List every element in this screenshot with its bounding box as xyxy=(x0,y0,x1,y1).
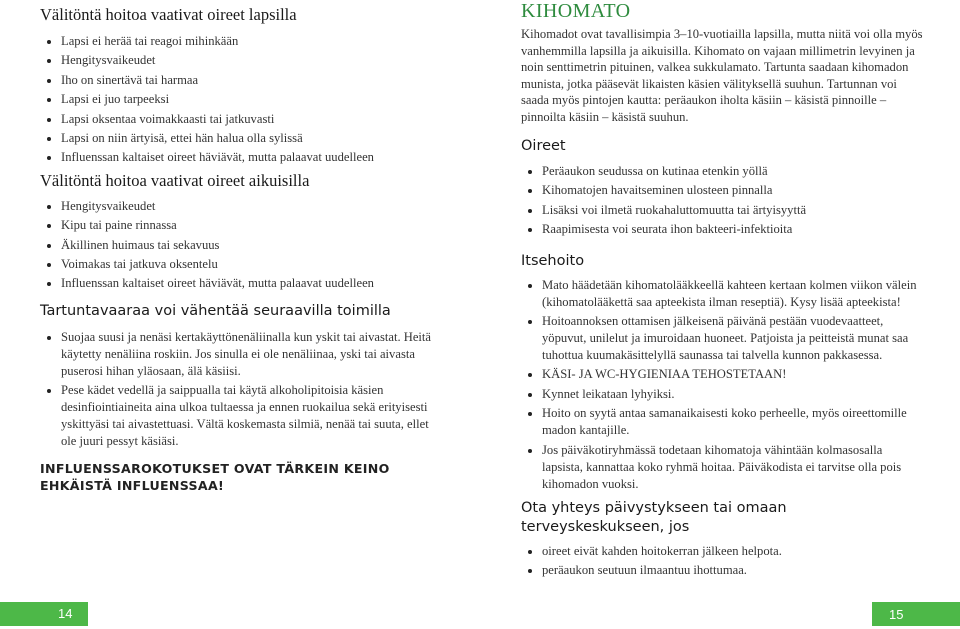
vaccination-notice: INFLUENSSAROKOTUKSET OVAT TÄRKEIN KEINO EHKÄISTÄ INFLUENSSAA! xyxy=(40,461,390,494)
contact-list xyxy=(521,542,926,581)
list-item: Jos päiväkotiryhmässä todetaan kihomatoja vähintään kolmasosalla lapsista, kannattaa koko ryhmä hoitaa. Päiväkodista ei tarvitse olla pois kihomadon vuoksi. xyxy=(521,442,926,493)
self-care-list xyxy=(521,277,926,493)
list-item: Kihomatojen havaitseminen ulosteen pinnalla xyxy=(521,181,926,200)
list-item: Lisäksi voi ilmetä ruokahaluttomuutta tai ärtyisyyttä xyxy=(521,201,926,220)
heading-children-symptoms: Välitöntä hoitoa vaativat oireet lapsilla xyxy=(40,5,297,24)
heading-prevention: Tartuntavaaraa voi vähentää seuraavilla toimilla xyxy=(40,302,391,319)
list-item: Hengitysvaikeudet xyxy=(40,51,444,70)
list-item: Lapsi on niin ärtyisä, ettei hän halua olla sylissä xyxy=(40,129,444,148)
symptoms-list xyxy=(521,162,926,240)
list-item: Mato häädetään kihomatolääkkeellä kahteen kertaan kolmen viikon välein (kihomatolääkettä saa apteekista ilman reseptiä). Kysy lisää apteekista! xyxy=(521,277,926,311)
list-item: Influenssan kaltaiset oireet häviävät, mutta palaavat uudelleen xyxy=(40,274,444,293)
list-item: Lapsi ei juo tarpeeksi xyxy=(40,90,444,109)
heading-self-care: Itsehoito xyxy=(521,252,585,269)
list-item: Peräaukon seudussa on kutinaa etenkin yöllä xyxy=(521,162,926,181)
list-item: Suojaa suusi ja nenäsi kertakäyttönenäliinalla kun yskit tai aivastat. Heitä käytetty nenäliina roskiin. Jos sinulla ei ole nenäliinaa, yski tai aivasta puserosi hihan yläosaan, älä käsiisi. xyxy=(40,329,444,380)
prevention-list xyxy=(40,329,444,450)
left-column xyxy=(40,0,444,494)
heading-contact: Ota yhteys päivystykseen tai omaan terveyskeskukseen, jos xyxy=(521,499,787,535)
list-item: Influenssan kaltaiset oireet häviävät, mutta palaavat uudelleen xyxy=(40,148,444,167)
list-item: Hoitoannoksen ottamisen jälkeisenä päivänä pestään vuodevaatteet, yöpuvut, unilelut ja imuroidaan huoneet. Patjoista ja peitteistä munat saa tuhottua kuumakäsittelyllä saunassa tai talvella kunnon pakkasessa. xyxy=(521,313,926,364)
right-column xyxy=(521,0,926,580)
list-item: KÄSI- JA WC-HYGIENIAA TEHOSTETAAN! xyxy=(521,366,926,383)
list-item: Hengitysvaikeudet xyxy=(40,197,444,216)
page-title: KIHOMATO xyxy=(521,0,631,22)
list-item: Äkillinen huimaus tai sekavuus xyxy=(40,236,444,255)
heading-symptoms: Oireet xyxy=(521,138,566,154)
footer-bar-left xyxy=(0,602,88,626)
list-item: Kynnet leikataan lyhyiksi. xyxy=(521,386,926,403)
list-item: Iho on sinertävä tai harmaa xyxy=(40,71,444,90)
list-item: Lapsi ei herää tai reagoi mihinkään xyxy=(40,32,444,51)
list-item: Lapsi oksentaa voimakkaasti tai jatkuvasti xyxy=(40,110,444,129)
intro-paragraph: Kihomadot ovat tavallisimpia 3–10-vuotiailla lapsilla, mutta niitä voi olla myös vanhemmilla lapsilla ja aikuisilla. Kihomato on vajaan millimetrin levyinen ja noin senttimetrin pituinen, valkea sukkulamato. Tartunta saadaan kihomadon munista, jotka pääsevät likaisten käsien välityksellä suuhun. Tartunnan voi saada myös pintojen kautta: peräaukon iholta käsiin – käsistä pinnoille – pinnoilta käsiin – käsistä suuhun. xyxy=(521,27,923,124)
list-item: oireet eivät kahden hoitokerran jälkeen helpota. xyxy=(521,542,926,561)
heading-adult-symptoms: Välitöntä hoitoa vaativat oireet aikuisilla xyxy=(40,170,310,190)
list-item: Kipu tai paine rinnassa xyxy=(40,216,444,235)
list-item: Voimakas tai jatkuva oksentelu xyxy=(40,255,444,274)
list-item: Pese kädet vedellä ja saippualla tai käytä alkoholipitoisia käsien desinfiointiaineita aina ulkoa tultaessa ja ennen ruokailua sekä erityisesti yskittyäsi tai aivastettuasi. Vältä koskemasta silmiä, nenää tai suuta, ellet ole juuri pessyt käsiäsi. xyxy=(40,382,444,450)
page-number-left: 14 xyxy=(58,606,73,621)
children-symptoms-list xyxy=(40,32,444,168)
adult-symptoms-list xyxy=(40,197,444,294)
list-item: Raapimisesta voi seurata ihon bakteeri-infektioita xyxy=(521,220,926,239)
footer-bar-right xyxy=(872,602,960,626)
page-number-right: 15 xyxy=(889,607,904,622)
list-item: Hoito on syytä antaa samanaikaisesti koko perheelle, myös oireettomille madon kantajille. xyxy=(521,405,926,439)
list-item: peräaukon seutuun ilmaantuu ihottumaa. xyxy=(521,561,926,580)
